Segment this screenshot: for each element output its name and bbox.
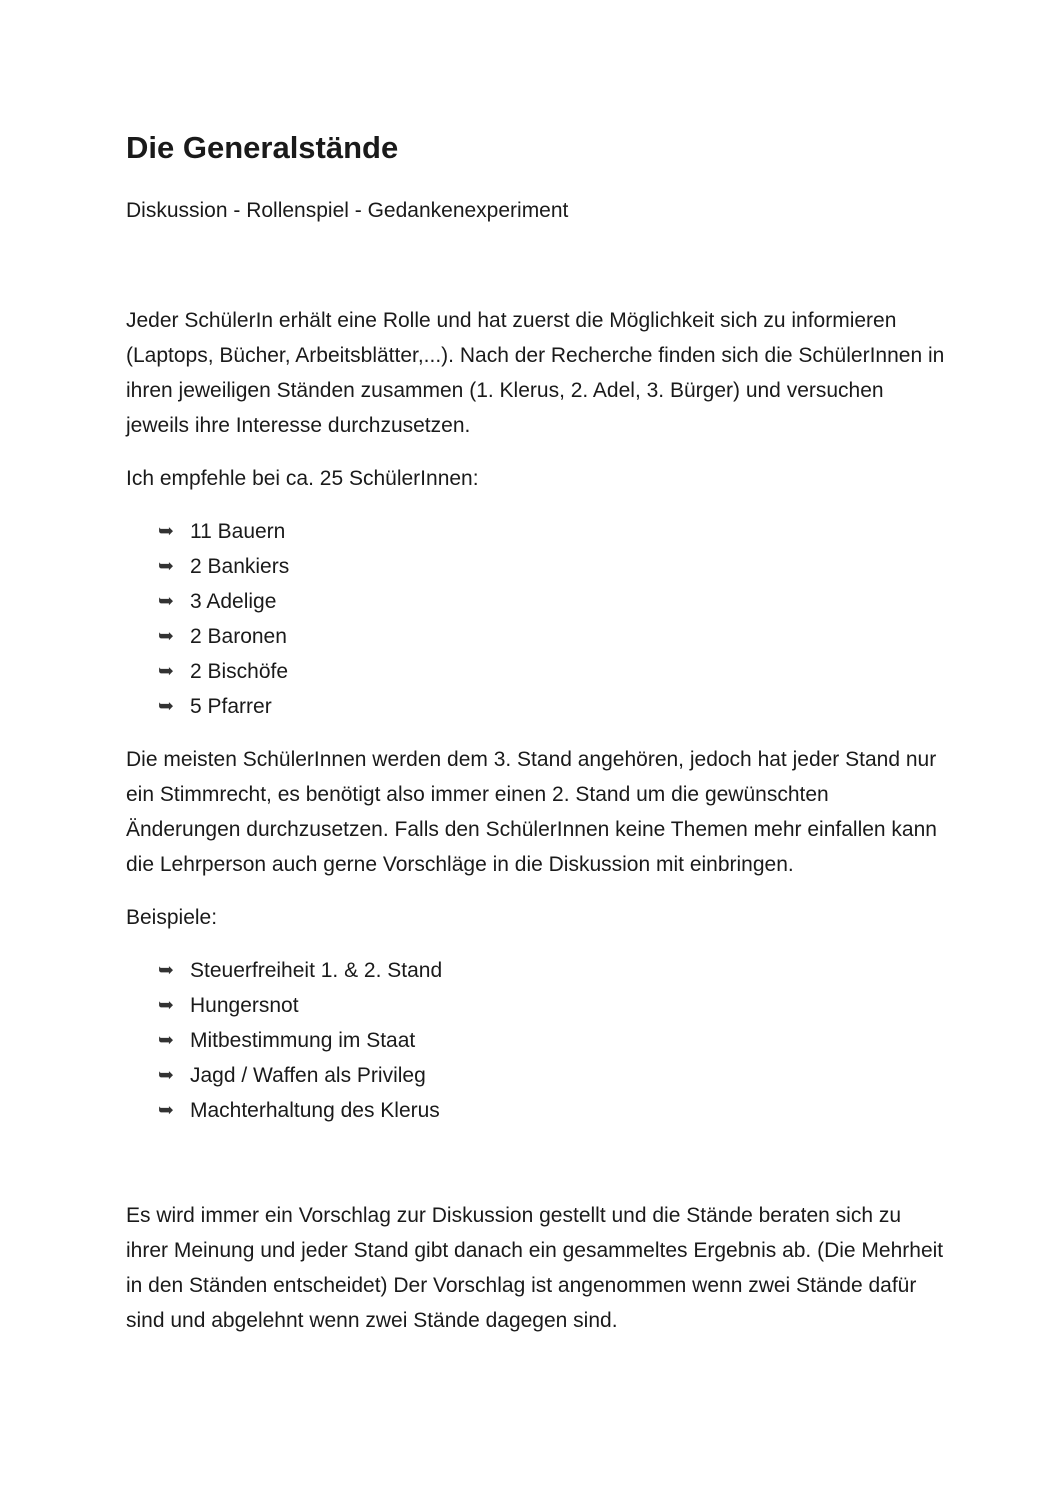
hooked-arrow-icon: ➥ <box>158 555 174 577</box>
list-item: ➥ Hungersnot <box>158 988 946 1023</box>
list-item: ➥ 2 Bischöfe <box>158 654 946 689</box>
examples-list <box>126 953 946 1128</box>
hooked-arrow-icon: ➥ <box>158 1099 174 1121</box>
hooked-arrow-icon: ➥ <box>158 625 174 647</box>
hooked-arrow-icon: ➥ <box>158 1064 174 1086</box>
roles-list <box>126 514 946 724</box>
explanation-paragraph: Die meisten SchülerInnen werden dem 3. Stand angehören, jedoch hat jeder Stand nur ein Stimmrecht, es benötigt also immer einen 2. Stand um die gewünschten Änderungen durchzusetzen. Falls den SchülerInnen keine Themen mehr einfallen kann die Lehrperson auch gerne Vorschläge in die Diskussion mit einbringen. <box>126 748 937 876</box>
list-item: ➥ Jagd / Waffen als Privileg <box>158 1058 946 1093</box>
list-item: ➥ 2 Baronen <box>158 619 946 654</box>
intro-paragraph: Jeder SchülerIn erhält eine Rolle und hat zuerst die Möglichkeit sich zu informieren (Laptops, Bücher, Arbeitsblätter,...). Nach der Recherche finden sich die SchülerInnen in ihren jeweiligen Ständen zusammen (1. Klerus, 2. Adel, 3. Bürger) und versuchen jeweils ihre Interesse durchzusetzen. <box>126 309 945 437</box>
list-item: ➥ 2 Bankiers <box>158 549 946 584</box>
hooked-arrow-icon: ➥ <box>158 959 174 981</box>
list-item: ➥ Machterhaltung des Klerus <box>158 1093 946 1128</box>
document-page <box>126 128 946 1338</box>
examples-label: Beispiele: <box>126 906 218 929</box>
list-item: ➥ 5 Pfarrer <box>158 689 946 724</box>
list-item: ➥ Mitbestimmung im Staat <box>158 1023 946 1058</box>
hooked-arrow-icon: ➥ <box>158 660 174 682</box>
hooked-arrow-icon: ➥ <box>158 1029 174 1051</box>
hooked-arrow-icon: ➥ <box>158 695 174 717</box>
list-item: ➥ 3 Adelige <box>158 584 946 619</box>
closing-paragraph: Es wird immer ein Vorschlag zur Diskussion gestellt und die Stände beraten sich zu ihrer Meinung und jeder Stand gibt danach ein gesammeltes Ergebnis ab. (Die Mehrheit in den Ständen entscheidet) Der Vorschlag ist angenommen wenn zwei Stände dafür sind und abgelehnt wenn zwei Stände dagegen sind. <box>126 1204 944 1332</box>
hooked-arrow-icon: ➥ <box>158 590 174 612</box>
page-title: Die Generalstände <box>126 130 399 165</box>
list-item: ➥ Steuerfreiheit 1. & 2. Stand <box>158 953 946 988</box>
recommend-label: Ich empfehle bei ca. 25 SchülerInnen: <box>126 467 479 490</box>
subtitle: Diskussion - Rollenspiel - Gedankenexperiment <box>126 199 569 222</box>
hooked-arrow-icon: ➥ <box>158 994 174 1016</box>
list-item: ➥ 11 Bauern <box>158 514 946 549</box>
hooked-arrow-icon: ➥ <box>158 520 174 542</box>
